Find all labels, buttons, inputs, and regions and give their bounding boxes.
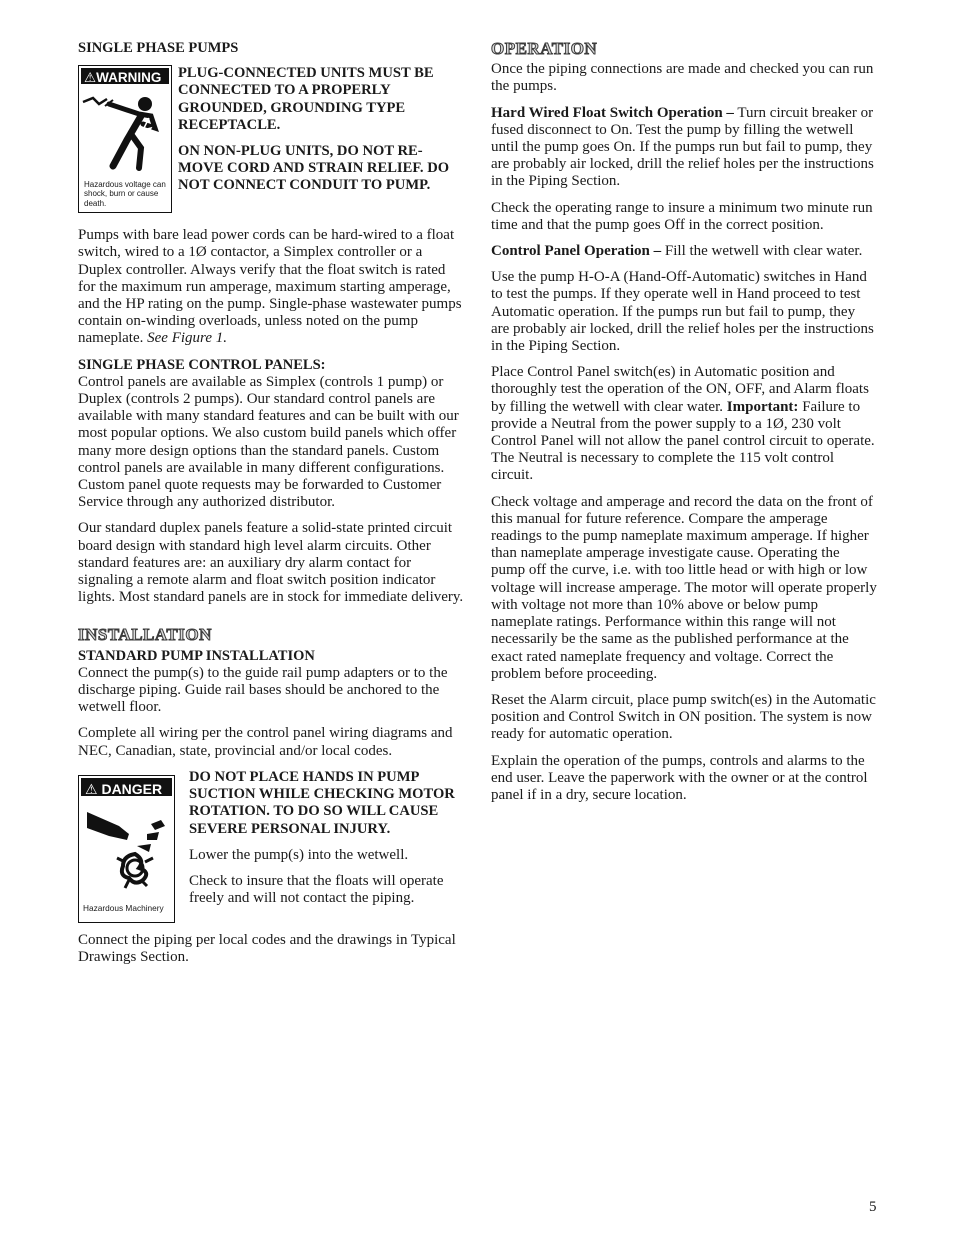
figure-reference: See Figure 1.	[147, 330, 227, 347]
label-important: Important:	[726, 398, 799, 415]
left-column	[78, 40, 464, 975]
danger-badge: ⚠ DANGER	[79, 776, 174, 798]
paragraph-connect-pumps: Connect the pump(s) to the guide rail pump adapters or to the discharge piping. Guide rail bases should be anchored to the wetwell floor.	[78, 664, 448, 716]
warning-paragraph-cord: ON NON-PLUG UNITS, DO NOT RE-MOVE CORD AND STRAIN RELIEF. DO NOT CONNECT CONDUIT TO PUMP.	[178, 143, 450, 194]
danger-text	[189, 769, 464, 923]
paragraph-control-panel-operation: Control Panel Operation – Fill the wetwell with clear water.	[491, 243, 863, 260]
paragraph-bare-lead: Pumps with bare lead power cords can be hard-wired to a float switch, wired to a 1Ø contactor, a Simplex controller or a Duplex controller. Always verify that the float switch is rated for the maximum run amperage, maximum starting amperage, and the HP rating on the pump. Single-phase wastewater pumps contain on-winding overloads, unless noted on the pump nameplate. See Figure 1.	[78, 227, 462, 347]
danger-block	[78, 769, 464, 923]
warning-badge: ⚠WARNING	[79, 66, 171, 86]
paragraph-duplex-panels: Our standard duplex panels feature a solid-state printed circuit board design with standard high level alarm circuits. Other standard features are: an auxiliary dry alarm contact for signaling a remote alarm and float switch position indicator lights. Most standard panels are in stock for immediate delivery.	[78, 520, 464, 606]
page-number: 5	[869, 1199, 877, 1215]
paragraph-reset: Reset the Alarm circuit, place pump switch(es) in the Automatic position and Control Switch in ON position. The system is now ready for automatic operation.	[491, 691, 876, 743]
paragraph-explain: Explain the operation of the pumps, controls and alarms to the end user. Leave the paperwork with the owner or at the control panel if in a dry, secure location.	[491, 752, 868, 803]
operation-heading: OPERATION	[491, 39, 598, 58]
paragraph-hoa: Use the pump H-O-A (Hand-Off-Automatic) switches in Hand to test the pumps. If they operate well in Hand proceed to test Automatic operation. If the pumps run but fail to pump, they are probably air locked, drill the relief holes per the instructions in the Piping Section.	[491, 269, 874, 355]
danger-label	[78, 775, 175, 923]
warning-block	[78, 38, 464, 213]
alert-triangle-icon: ⚠	[85, 780, 102, 797]
paragraph-place-switches: Place Control Panel switch(es) in Automatic position and thoroughly test the operation of the ON, OFF, and Alarm floats by filling the wetwell with clear water. Important: Failure to provide a Neutral from the power supply to a 1Ø, 230 volt Control Panel will not allow the panel control circuit to operate. The Neutral is necessary to complete the 115 volt control circuit.	[491, 364, 875, 484]
paragraph-once: Once the piping connections are made and checked you can run the pumps.	[491, 61, 874, 95]
paragraph-wiring: Complete all wiring per the control panel wiring diagrams and NEC, Canadian, state, provincial and/or local codes.	[78, 725, 453, 759]
installation-heading: INSTALLATION	[78, 625, 212, 645]
heading-standard-pump-installation: STANDARD PUMP INSTALLATION	[78, 647, 315, 664]
right-column	[491, 40, 877, 813]
label-control-panel-operation: Control Panel Operation –	[491, 243, 662, 260]
paragraph-control-panels: Control panels are available as Simplex (controls 1 pump) or Duplex (controls 2 pumps). Our standard control panels are available with many standard features and can be built with our most popular options. We also custom build panels which offer many more design options than the standard panels. Custom control panels are available in many different configurations. Custom panel quote requests may be forwarded to Customer Service through any authorized distributor.	[78, 373, 459, 511]
warning-text	[178, 65, 464, 213]
control-panels-block	[78, 357, 464, 512]
paragraph-connect-piping: Connect the piping per local codes and the drawings in Typical Drawings Section.	[78, 931, 456, 966]
standard-install-block	[78, 648, 464, 717]
paragraph-voltage: Check voltage and amperage and record the data on the front of this manual for future reference. Compare the amperage readings to the pump nameplate maximum amperage. If higher than nameplate amperage investigate cause. Operating the pump off the curve, i.e. with too little head or with high or low voltage will increase amperage. The motor will operate properly with voltage not more than 10% above or below pump nameplate ratings. Performance within this range will not necessarily be the same as the published performance at the exact rated nameplate frequency and voltage. Correct the problem before proceeding.	[491, 493, 877, 682]
paragraph-check-range: Check the operating range to insure a minimum two minute run time and that the pump goes Off in the correct position.	[491, 199, 873, 233]
hazardous-machinery-icon	[79, 800, 174, 892]
electric-shock-icon	[79, 88, 171, 178]
paragraph-check-floats: Check to insure that the floats will operate freely and will not contact the piping.	[189, 872, 444, 907]
heading-control-panels: SINGLE PHASE CONTROL PANELS:	[78, 356, 326, 373]
warning-paragraph-grounding: PLUG-CONNECTED UNITS MUST BE CONNECTED TO A PROPERLY GROUNDED, GROUNDING TYPE RECEPTACLE.	[178, 65, 434, 133]
paragraph-lower-pumps: Lower the pump(s) into the wetwell.	[189, 846, 409, 863]
danger-paragraph-hands: DO NOT PLACE HANDS IN PUMP SUCTION WHILE CHECKING MOTOR ROTATION. TO DO SO WILL CAUSE SEVERE PERSONAL INJURY.	[189, 768, 455, 837]
paragraph-hard-wired: Hard Wired Float Switch Operation – Turn circuit breaker or fused disconnect to On. Test the pump by filling the wetwell until the pump goes On. If the pumps run but fail to pump, they are probably air locked, drill the relief holes per the instructions in the Piping Section.	[491, 104, 874, 190]
danger-caption: Hazardous Machinery	[83, 902, 164, 913]
warning-caption: Hazardous voltage can shock, burn or cause death.	[84, 179, 166, 208]
heading-single-phase-pumps: SINGLE PHASE PUMPS	[78, 40, 239, 56]
alert-triangle-icon: ⚠	[84, 70, 97, 86]
label-hard-wired: Hard Wired Float Switch Operation –	[491, 104, 734, 121]
warning-label	[78, 65, 172, 213]
